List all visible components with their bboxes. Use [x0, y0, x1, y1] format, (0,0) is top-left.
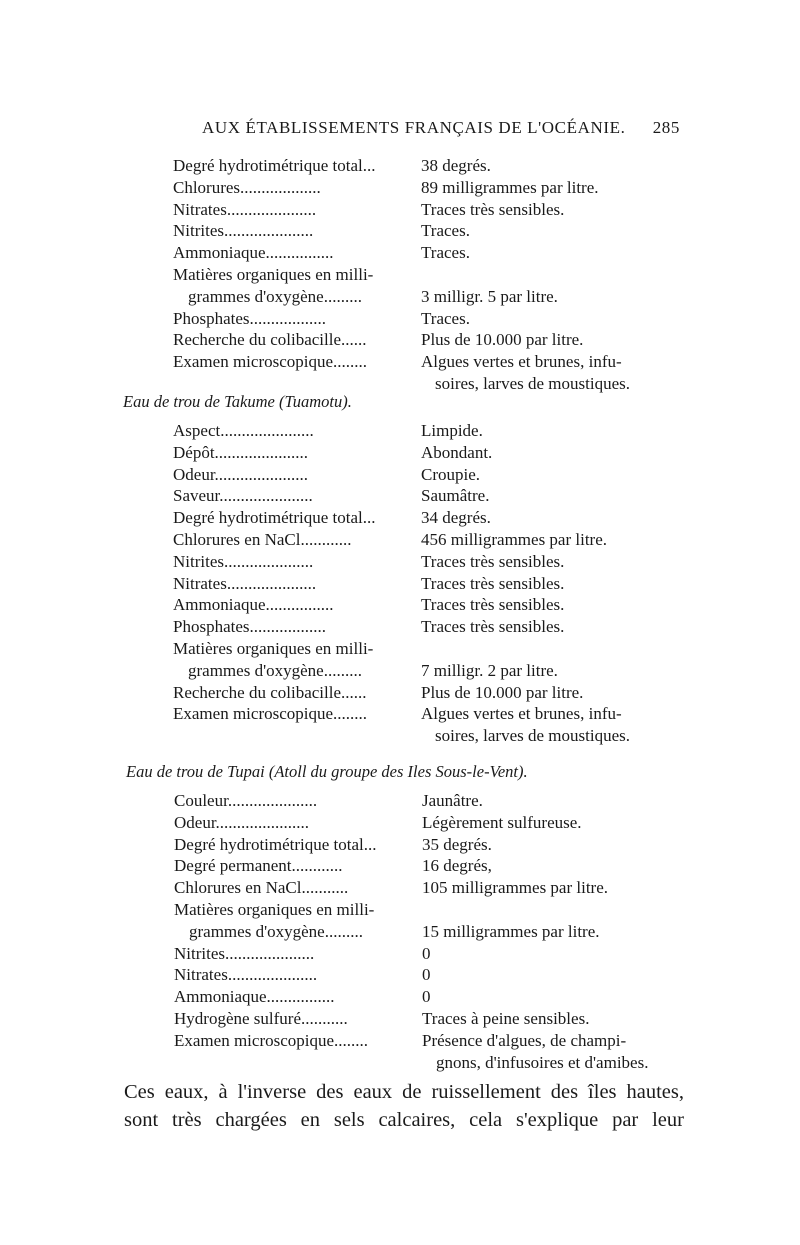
row-value: Traces très sensibles.	[421, 573, 565, 593]
section-heading-takume: Eau de trou de Takume (Tuamotu).	[123, 392, 352, 411]
table-row	[173, 573, 663, 595]
row-value: 7 milligr. 2 par litre.	[421, 660, 558, 680]
row-label: Chlorures en NaCl...........	[174, 878, 349, 898]
table-row	[174, 1008, 664, 1030]
row-label: Saveur......................	[173, 486, 313, 506]
row-label: Nitrites.....................	[173, 551, 314, 571]
row-label	[173, 660, 421, 682]
row-value: 0	[422, 965, 431, 985]
row-label: Hydrogène sulfuré...........	[174, 1008, 348, 1028]
row-label: Ammoniaque................	[173, 595, 334, 615]
row-label: Dépôt......................	[173, 442, 309, 462]
row-value: Traces.	[421, 308, 470, 328]
table-row	[173, 660, 663, 682]
row-label: Couleur.....................	[174, 791, 318, 810]
row-label-continuation: grammes d'oxygène.........	[188, 286, 362, 306]
table-row	[174, 877, 664, 899]
table-row	[173, 442, 663, 464]
row-value: Traces très sensibles.	[421, 199, 565, 219]
row-label: Nitrites.....................	[173, 221, 314, 241]
row-value: Présence d'algues, de champi-	[422, 1030, 627, 1050]
row-label: Examen microscopique........	[173, 704, 368, 724]
row-value	[421, 373, 663, 395]
row-value: Abondant.	[421, 442, 493, 462]
row-label: Matières organiques en milli-	[174, 899, 375, 919]
table-row	[173, 682, 663, 704]
row-label-continuation: grammes d'oxygène.........	[189, 921, 363, 941]
table-row	[174, 855, 664, 877]
row-value: Limpide.	[421, 421, 483, 440]
row-label: Nitrates.....................	[173, 199, 317, 219]
table-row	[173, 220, 663, 242]
row-value: Saumâtre.	[421, 486, 490, 506]
row-value: Légèrement sulfureuse.	[422, 812, 582, 832]
table-row	[173, 199, 663, 221]
row-value: 3 milligr. 5 par litre.	[421, 286, 558, 306]
body-line: sont très chargées en sels calcaires, cela s'explique par leur	[124, 1109, 684, 1131]
row-label: Phosphates..................	[173, 308, 326, 328]
row-value: Traces.	[421, 221, 470, 241]
row-value: Jaunâtre.	[422, 791, 483, 810]
row-value: 35 degrés.	[422, 834, 492, 854]
row-value: Traces.	[421, 243, 470, 263]
row-value: Algues vertes et brunes, infu-	[421, 704, 622, 724]
table-row	[173, 703, 663, 725]
row-value: Croupie.	[421, 464, 481, 484]
row-label: Phosphates..................	[173, 617, 326, 637]
row-value: 105 milligrammes par litre.	[422, 878, 609, 898]
running-title: AUX ÉTABLISSEMENTS FRANÇAIS DE L'OCÉANIE.	[202, 118, 626, 137]
table-row	[174, 790, 664, 812]
body-line: Ces eaux, à l'inverse des eaux de ruissellement des îles hautes,	[124, 1081, 684, 1103]
table-row	[174, 899, 664, 921]
row-label: Chlorures...................	[173, 177, 321, 197]
row-label: Odeur......................	[174, 812, 310, 832]
table-row	[174, 1052, 664, 1074]
table-row	[173, 507, 663, 529]
row-label: Recherche du colibacille......	[173, 682, 367, 702]
row-label: Nitrates.....................	[174, 965, 318, 985]
page-number: 285	[652, 118, 680, 137]
row-value: 38 degrés.	[421, 156, 491, 175]
analysis-table-a	[173, 155, 663, 395]
analysis-table-b	[173, 420, 663, 747]
table-row	[173, 594, 663, 616]
row-value-continuation: gnons, d'infusoires et d'amibes.	[436, 1052, 649, 1072]
row-value: 89 milligrammes par litre.	[421, 177, 599, 197]
table-row	[174, 943, 664, 965]
row-label: Degré hydrotimétrique total...	[174, 834, 377, 854]
row-value: 34 degrés.	[421, 508, 491, 528]
analysis-table-c	[174, 790, 664, 1073]
row-value: Plus de 10.000 par litre.	[421, 330, 584, 350]
table-row	[174, 812, 664, 834]
row-value: 15 milligrammes par litre.	[422, 921, 600, 941]
row-label: Degré hydrotimétrique total...	[173, 156, 376, 175]
body-paragraph	[124, 1078, 684, 1134]
row-label: Examen microscopique........	[174, 1030, 369, 1050]
row-label: Ammoniaque................	[174, 987, 335, 1007]
table-row	[173, 551, 663, 573]
row-label	[174, 921, 422, 943]
row-label: Recherche du colibacille......	[173, 330, 367, 350]
table-row	[173, 329, 663, 351]
table-row	[173, 264, 663, 286]
row-value: Traces très sensibles.	[421, 551, 565, 571]
row-label: Nitrites.....................	[174, 943, 315, 963]
row-value: Plus de 10.000 par litre.	[421, 682, 584, 702]
table-row	[174, 964, 664, 986]
row-value: 16 degrés,	[422, 856, 492, 876]
row-label: Matières organiques en milli-	[173, 638, 374, 658]
table-row	[173, 177, 663, 199]
table-row	[174, 834, 664, 856]
row-value: Traces à peine sensibles.	[422, 1008, 590, 1028]
row-label: Degré hydrotimétrique total...	[173, 508, 376, 528]
row-label: Chlorures en NaCl............	[173, 529, 352, 549]
row-label: Degré permanent............	[174, 856, 343, 876]
table-row	[174, 921, 664, 943]
table-row	[173, 286, 663, 308]
row-label: Odeur......................	[173, 464, 309, 484]
row-label: Nitrates.....................	[173, 573, 317, 593]
table-row	[174, 986, 664, 1008]
table-row	[173, 638, 663, 660]
table-row	[174, 1030, 664, 1052]
row-label: Ammoniaque................	[173, 243, 334, 263]
section-heading-tupai: Eau de trou de Tupai (Atoll du groupe des Iles Sous-le-Vent).	[126, 762, 528, 781]
row-label: Examen microscopique........	[173, 352, 368, 372]
row-label: Matières organiques en milli-	[173, 264, 374, 284]
row-value	[421, 725, 663, 747]
table-row	[173, 351, 663, 373]
row-label-continuation: grammes d'oxygène.........	[188, 660, 362, 680]
table-row	[173, 155, 663, 177]
row-value-continuation: soires, larves de moustiques.	[435, 726, 630, 746]
table-row	[173, 308, 663, 330]
row-value: Algues vertes et brunes, infu-	[421, 352, 622, 372]
row-label: Aspect......................	[173, 421, 314, 440]
table-row	[173, 464, 663, 486]
row-value: 0	[422, 943, 431, 963]
table-row	[173, 529, 663, 551]
table-row	[173, 485, 663, 507]
row-label	[173, 286, 421, 308]
row-value: 0	[422, 987, 431, 1007]
row-value: Traces très sensibles.	[421, 617, 565, 637]
table-row	[173, 616, 663, 638]
row-value-continuation: soires, larves de moustiques.	[435, 373, 630, 393]
row-value: Traces très sensibles.	[421, 595, 565, 615]
table-row	[173, 725, 663, 747]
row-value	[422, 1052, 664, 1074]
row-value: 456 milligrammes par litre.	[421, 529, 608, 549]
table-row	[173, 420, 663, 442]
running-header	[202, 118, 680, 144]
table-row	[173, 242, 663, 264]
